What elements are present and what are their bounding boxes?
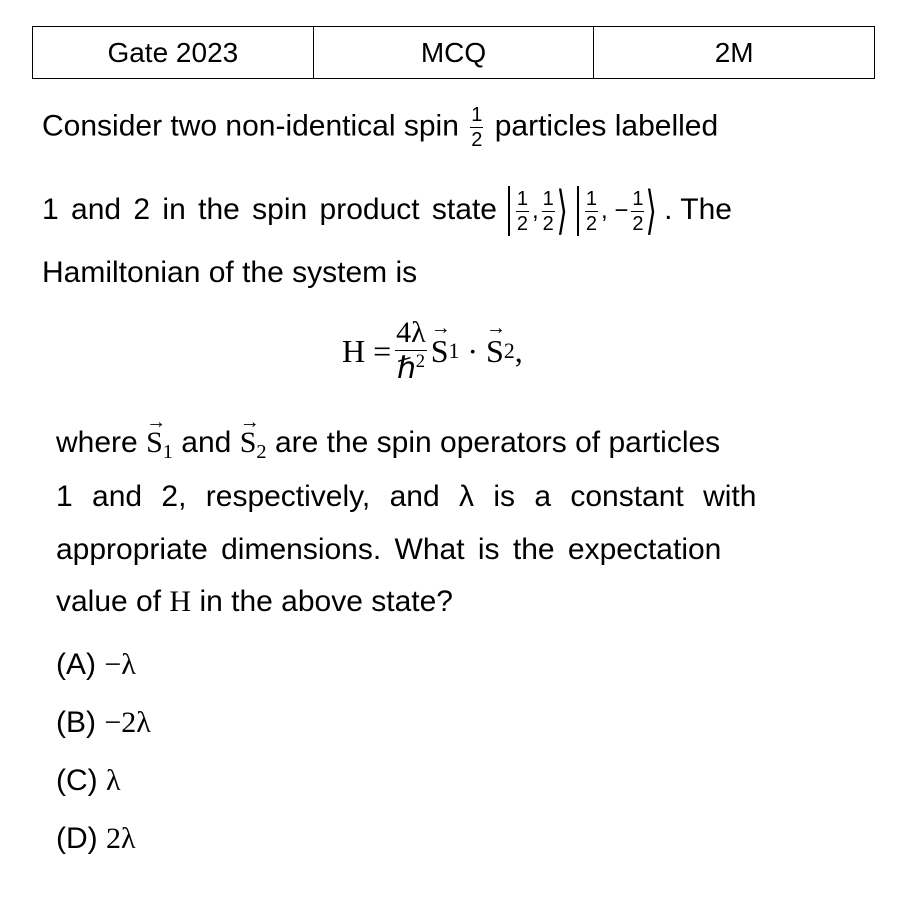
where-line-4: value of H in the above state? <box>56 585 453 618</box>
question-line-2: 1 and 2 in the spin product state $\frac{1}{2}$ , $\frac{1}{2}$ ⟩ $\frac{1}{2}$ , − $\frac{1}{2}$ ⟩ . The <box>42 181 732 241</box>
equation-fraction: $\frac{4\lambda}{\hbar^2}$ <box>396 316 426 386</box>
option-d[interactable]: (D) 2λ <box>56 822 136 855</box>
header-exam: Gate 2023 <box>33 27 314 79</box>
header-type: MCQ <box>313 27 594 79</box>
question-line-3: Hamiltonian of the system is <box>42 256 418 289</box>
header-marks: 2M <box>594 27 875 79</box>
option-a[interactable]: (A) −λ <box>56 648 136 681</box>
where-line-2: 1 and 2, respectively, and λ is a constant with <box>56 480 757 513</box>
where-line-1: where → $S_1$ and → $S_2$ are the spin operators of particles <box>56 411 721 464</box>
option-b[interactable]: (B) −2λ <box>56 706 151 739</box>
hamiltonian-equation: H = $\frac{4\lambda}{\hbar^2}$ → S 1 · → S 2 , <box>342 316 523 386</box>
ket-2: $\frac{1}{2}$ , − $\frac{1}{2}$ ⟩ <box>574 185 655 237</box>
ket-1: $\frac{1}{2}$ , $\frac{1}{2}$ ⟩ <box>505 185 566 237</box>
spin-fraction: $\frac{1}{2}$ <box>471 104 483 151</box>
question-line-1: Consider two non-identical spin $\frac{1}{2}$ particles labelled <box>42 104 719 151</box>
option-c[interactable]: (C) λ <box>56 764 121 797</box>
where-line-3: appropriate dimensions. What is the expectation <box>56 533 722 566</box>
header-table <box>32 26 875 79</box>
